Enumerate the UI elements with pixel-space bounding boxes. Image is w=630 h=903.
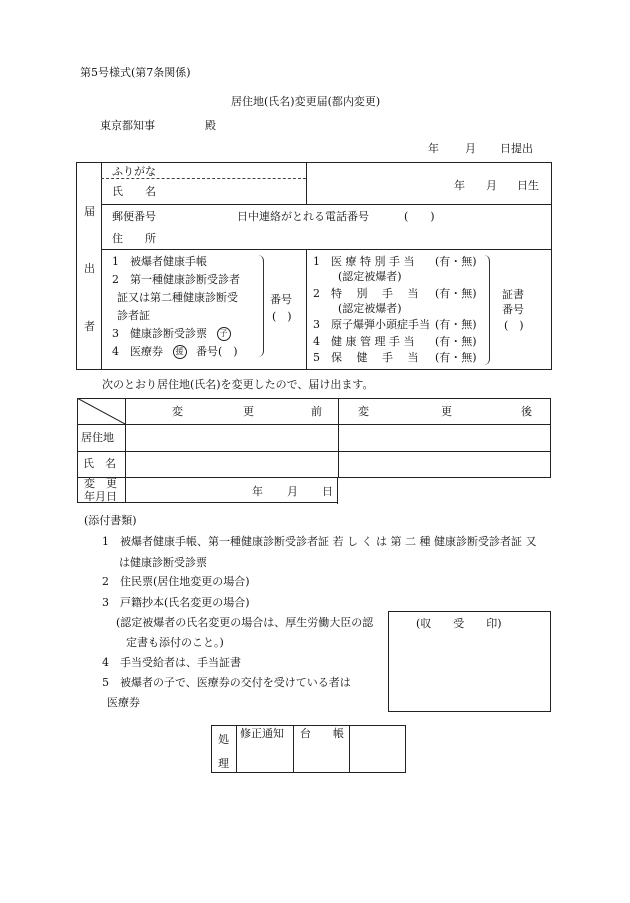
addressee: 東京都知事 — [100, 119, 155, 132]
submit-month-label: 月 — [465, 142, 476, 155]
allowance-1: 1 医 療 特 別 手 当 — [313, 255, 415, 268]
attachments-heading: (添付書類) — [84, 514, 137, 527]
certificate-2: 2 第一種健康診断受診者 — [112, 273, 240, 286]
after-header-1: 変 — [358, 405, 369, 418]
name-field[interactable] — [310, 166, 546, 200]
before-name-field[interactable] — [127, 453, 336, 475]
attachment-3-note-cont: 定書も添付のこと。) — [126, 636, 224, 649]
correction-notice-label: 修正通知 — [240, 727, 284, 740]
dob-month-label: 月 — [486, 179, 497, 192]
number-paren[interactable]: ( ) — [272, 310, 292, 323]
notice-text: 次のとおり居住地(氏名)を変更したので、届け出ます。 — [102, 378, 374, 391]
attachment-3-note: (認定被爆者の氏名変更の場合は、厚生労働大臣の認 — [116, 616, 374, 629]
receipt-stamp-label: (収 受 印) — [416, 617, 502, 630]
attachment-1-cont: は健康診断受診票 — [119, 556, 207, 569]
allowance-5: 5 保 健 手 当 — [313, 351, 419, 364]
after-header-3: 後 — [521, 405, 532, 418]
allowance-5-status[interactable]: (有・無) — [435, 351, 477, 364]
row-label-residence: 居住地 — [81, 431, 114, 444]
furigana-label: ふりがな — [112, 165, 156, 178]
change-date-label-1: 変 更 — [84, 477, 117, 490]
allowance-2-status[interactable]: (有・無) — [435, 287, 477, 300]
daytime-phone-label: 日中連絡がとれる電話番号 — [237, 210, 369, 223]
attachment-5: 5 被爆者の子で、医療券の交付を受けている者は — [102, 676, 351, 689]
address-label: 住 所 — [112, 232, 156, 245]
certificate-4 — [112, 345, 238, 359]
processing-label-2: 理 — [218, 757, 229, 770]
medical-number: 番号( ) — [196, 345, 238, 358]
before-header-1: 変 — [172, 405, 183, 418]
submit-year-label: 年 — [428, 142, 439, 155]
postal-code-label: 郵便番号 — [112, 210, 156, 223]
before-residence-field[interactable] — [127, 426, 336, 449]
allowance-2: 2 特 別 手 当 — [313, 287, 419, 300]
change-date-month: 月 — [287, 485, 298, 498]
before-header-2: 更 — [243, 405, 254, 418]
allowance-3: 3 原子爆弾小頭症手当 — [313, 318, 430, 331]
applicant-side-label-3: 者 — [84, 320, 95, 333]
attachment-3: 3 戸籍抄本(氏名変更の場合) — [102, 596, 250, 609]
change-date-year: 年 — [252, 485, 263, 498]
after-name-field[interactable] — [340, 453, 549, 475]
header-diagonal — [77, 398, 125, 424]
page-title: 居住地(氏名)変更届(都内変更) — [231, 95, 381, 108]
attachment-4: 4 手当受給者は、手当証書 — [102, 656, 241, 669]
dob-day-label: 日生 — [517, 179, 539, 192]
ledger-label: 台 帳 — [300, 727, 344, 740]
name-label: 氏 名 — [112, 185, 156, 198]
medical-mark: 援 — [173, 345, 187, 359]
processing-label-1: 処 — [218, 733, 229, 746]
certificate-3 — [112, 327, 231, 341]
certificate-2-cont2: 診者証 — [117, 309, 150, 322]
before-header-3: 前 — [311, 405, 322, 418]
phone-paren[interactable]: ( ) — [404, 210, 435, 223]
allowance-3-status[interactable]: (有・無) — [435, 318, 477, 331]
form-number: 第5号様式(第7条関係) — [80, 66, 191, 79]
after-residence-field[interactable] — [340, 426, 549, 449]
change-date-day: 日 — [322, 485, 333, 498]
number-label: 番号 — [270, 293, 292, 306]
after-header-2: 更 — [441, 405, 452, 418]
attachment-2: 2 住民票(居住地変更の場合) — [102, 575, 250, 588]
applicant-side-label-2: 出 — [84, 262, 95, 275]
allowance-4-status[interactable]: (有・無) — [435, 335, 477, 348]
honorific: 殿 — [205, 119, 216, 132]
row-label-name: 氏 名 — [83, 457, 116, 470]
attachment-5-cont: 医療券 — [107, 696, 140, 709]
certificate-3-label: 3 健康診断受診票 — [112, 327, 207, 340]
allowance-2-note: (認定被爆者) — [338, 302, 402, 315]
cert-label-2: 番号 — [502, 303, 524, 316]
certificate-1: 1 被爆者健康手帳 — [112, 255, 207, 268]
submit-day-label: 日提出 — [500, 142, 533, 155]
cert-label-1: 証書 — [502, 288, 524, 301]
applicant-side-label-1: 届 — [84, 205, 95, 218]
dob-year-label: 年 — [454, 179, 465, 192]
allowance-4: 4 健 康 管 理 手 当 — [313, 335, 415, 348]
attachment-1: 1 被爆者健康手帳、第一種健康診断受診者証 若 し く は 第 二 種 健康診断受診者証 又 — [102, 535, 537, 548]
certificate-2-cont: 証又は第二種健康診断受 — [117, 291, 238, 304]
certificate-4-label: 4 医療券 — [112, 345, 163, 358]
change-date-label-2: 年月日 — [84, 490, 117, 503]
cert-paren[interactable]: ( ) — [504, 319, 524, 332]
child-mark: 子 — [217, 327, 231, 341]
allowance-1-status[interactable]: (有・無) — [435, 255, 477, 268]
allowance-1-note: (認定被爆者) — [338, 270, 402, 283]
